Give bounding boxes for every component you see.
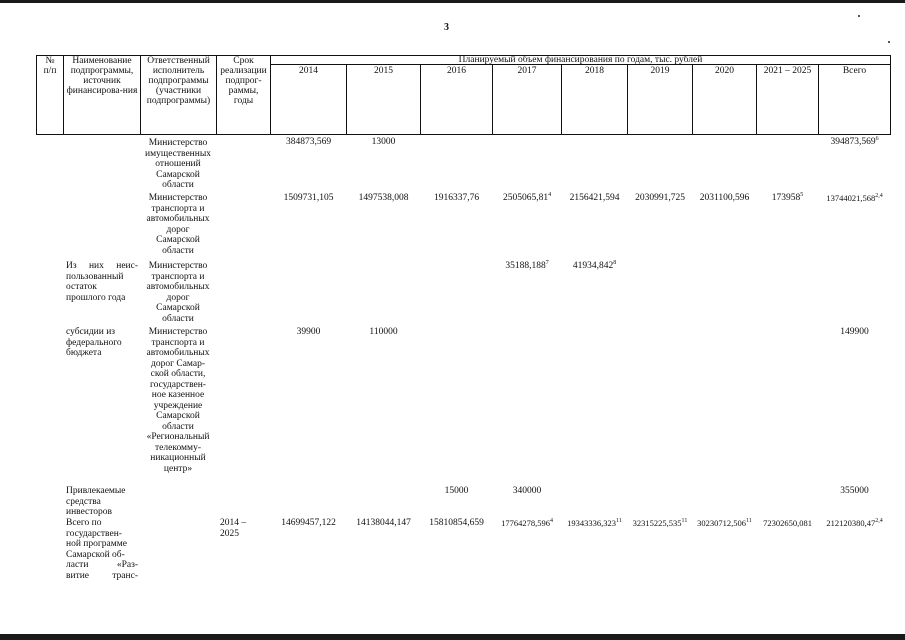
- name-cell: субсидии из федерального бюджета: [66, 327, 122, 358]
- value-2014: 1509731,105: [283, 193, 334, 203]
- header-col-name: Наименование подпрограммы, источник финансирова-ния: [66, 56, 138, 96]
- value-2016: 1916337,76: [433, 193, 480, 203]
- value-2016: 15810854,659: [429, 518, 484, 528]
- value-2014: 14699457,122: [281, 518, 336, 528]
- value-2015: 1497538,008: [358, 193, 409, 203]
- header-year-2014: 2014: [299, 66, 318, 76]
- value-2015: 14138044,147: [356, 518, 411, 528]
- value-2019: 2030991,725: [635, 193, 685, 203]
- header-year-2018: 2018: [585, 66, 604, 76]
- scan-edge-bottom: [0, 634, 905, 640]
- header-year-2021-2025: 2021 – 2025: [763, 66, 812, 76]
- value-2014: 39900: [296, 327, 321, 337]
- value-2019: 32315225,535$^{11}$: [632, 518, 688, 528]
- header-year-2015: 2015: [374, 66, 393, 76]
- value-2020: 30230712,506$^{11}$: [697, 518, 752, 528]
- name-cell: Из них неис- пользованный остаток прошлого года: [66, 261, 138, 303]
- value-2018: 19343336,323$^{11}$: [567, 518, 622, 528]
- header-year-2016: 2016: [447, 66, 466, 76]
- scan-speck: [888, 41, 890, 43]
- page-number: 3: [444, 22, 449, 33]
- scan-edge-top: [0, 0, 905, 3]
- name-cell: Всего по государствен- ной программе Самарской об- ласти «Раз- витие транс-: [66, 518, 138, 581]
- value-2017: 2505065,81$^4$: [502, 191, 552, 203]
- value-2021-2025: 72302650,081: [763, 518, 812, 528]
- value-total: 355000: [840, 486, 869, 496]
- value-total: 212120380,47$^{2,4}$: [826, 518, 883, 528]
- executor-cell: Министерство имущественных отношений Самарской области: [145, 138, 211, 190]
- value-2015: 13000: [371, 137, 396, 147]
- value-2018: 2156421,594: [569, 193, 620, 203]
- value-2018: 41934,842$^8$: [572, 259, 617, 271]
- scan-speck: [858, 15, 860, 17]
- executor-cell: Министерство транспорта и автомобильных дорог Самарской области: [146, 261, 210, 324]
- header-col-executor: Ответственный исполнитель подпрограммы (участники подпрограммы): [146, 56, 211, 106]
- name-cell: Привлекаемые средства инвесторов: [66, 486, 126, 517]
- value-2021-2025: 173958$^5$: [771, 191, 804, 203]
- value-2015: 110000: [369, 327, 398, 337]
- value-2020: 2031100,596: [699, 193, 750, 203]
- value-total: 149900: [840, 327, 869, 337]
- value-total: 13744021,568$^{2,4}$: [826, 193, 883, 203]
- executor-cell: Министерство транспорта и автомобильных дорог Самарской области: [146, 193, 210, 256]
- header-funding-title: Планируемый объем финансирования по годам, тыс. рублей: [458, 55, 703, 65]
- period-cell: 2014 – 2025: [220, 518, 247, 539]
- value-total: 394873,569$^6$: [830, 135, 879, 147]
- executor-cell: Министерство транспорта и автомобильных дорог Самар- ской области, государствен- ное казенное учреждение Самарской области «Региональный телекомму- никационный центр»: [146, 327, 210, 474]
- value-2017: 35188,188$^7$: [505, 259, 549, 271]
- header-year-2017: 2017: [517, 66, 537, 76]
- header-year-2019: 2019: [650, 66, 670, 76]
- value-2014: 384873,569: [285, 137, 332, 147]
- header-col-number: № п/п: [43, 56, 57, 76]
- header-col-period: Срок реализации подпрог-раммы, годы: [220, 56, 267, 106]
- value-2017: 340000: [512, 486, 542, 496]
- value-2017: 17764278,596$^4$: [501, 518, 553, 528]
- header-year-2020: 2020: [715, 66, 734, 76]
- header-year-total: Всего: [842, 66, 867, 76]
- value-2016: 15000: [444, 486, 469, 496]
